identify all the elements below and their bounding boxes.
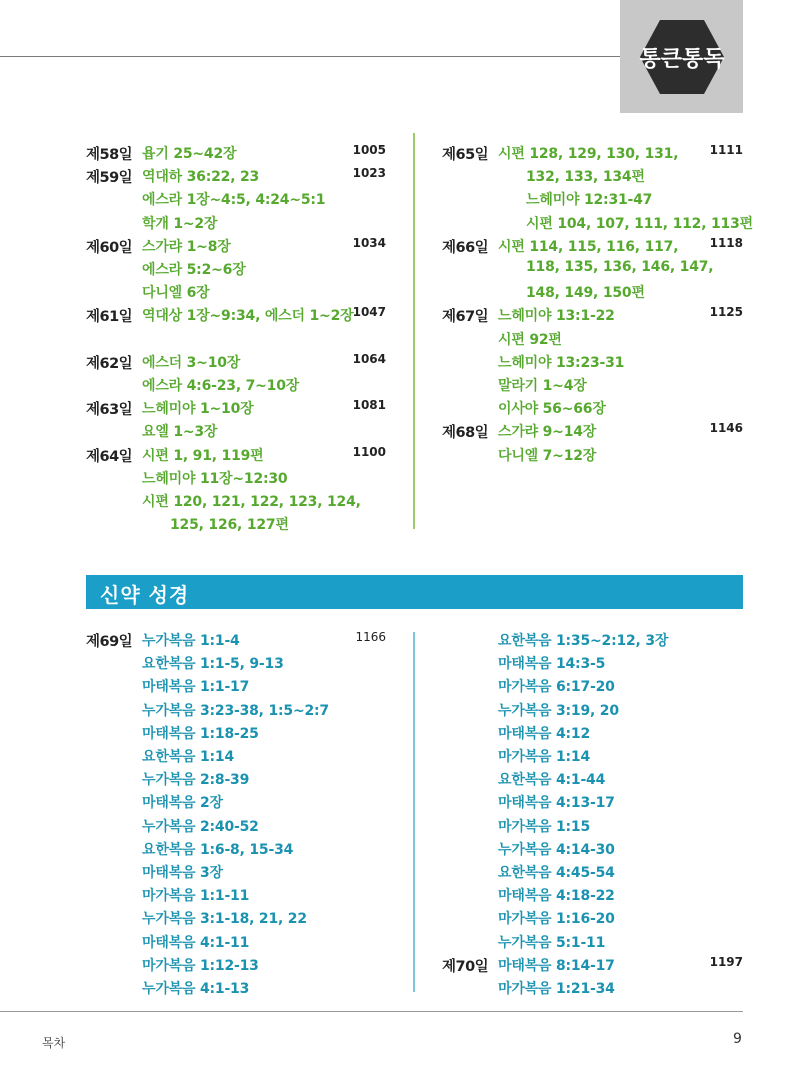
new-testament-left-column (86, 630, 386, 1000)
reading-text: 마태복음 3장 (142, 865, 223, 881)
logo-text: 통큰통독 (639, 47, 725, 72)
reading-text: 에스라 1장~4:5, 4:24~5:1 (142, 192, 326, 209)
day-label: 제61일 (86, 309, 133, 326)
reading-text: 에스더 3~10장 (142, 354, 241, 371)
reading-text: 요한복음 1:14 (142, 749, 234, 765)
reading-text: 시편 128, 129, 130, 131, (498, 146, 679, 162)
toc-entry (86, 352, 386, 398)
reading-text: 다니엘 7~12장 (498, 447, 597, 464)
reading-text: 시편 104, 107, 111, 112, 113편 (526, 215, 753, 232)
reading-text: 스가랴 1~8장 (142, 238, 231, 255)
reading-text: 에스라 4:6-23, 7~10장 (142, 377, 300, 394)
page-ref: 1111 (709, 143, 743, 157)
reading-text: 누가복음 4:1-13 (142, 981, 250, 997)
reading-text: 느헤미야 13:23-31 (498, 354, 625, 371)
reading-text: 시편 1, 91, 119편 (142, 447, 264, 464)
toc-entry (86, 143, 386, 166)
reading-text: 다니엘 6장 (142, 285, 210, 302)
day-label: 제62일 (86, 355, 133, 372)
new-testament-right-column (442, 630, 743, 1000)
reading-text: 마태복음 4:12 (498, 725, 590, 742)
page-ref: 1047 (352, 305, 386, 320)
day-label: 제65일 (442, 147, 489, 163)
page-ref: 1034 (352, 235, 386, 250)
reading-text: 말라기 1~4장 (498, 377, 587, 394)
reading-text: 마가복음 1:16-20 (498, 911, 615, 928)
reading-text: 마가복음 1:15 (498, 818, 590, 835)
reading-text: 마태복음 4:18-22 (498, 888, 615, 905)
toc-entry (442, 143, 753, 236)
reading-text: 마태복음 4:1-11 (142, 934, 250, 951)
logo-box (620, 0, 743, 113)
day-label: 제63일 (86, 402, 133, 419)
page-ref: 1023 (352, 166, 386, 181)
reading-text: 마가복음 6:17-20 (498, 679, 615, 696)
old-testament-left-column (86, 143, 386, 533)
reading-text: 느헤미야 11장~12:30 (142, 470, 288, 487)
reading-text: 마태복음 14:3-5 (498, 656, 606, 673)
page-ref: 1100 (352, 444, 386, 459)
reading-text: 스가랴 9~14장 (498, 424, 597, 441)
page-ref: 1197 (709, 954, 743, 969)
toc-entry (442, 305, 743, 421)
reading-text: 요한복음 4:1-44 (498, 772, 606, 789)
column-divider (413, 133, 415, 529)
reading-text: 누가복음 3:1-18, 21, 22 (142, 911, 307, 928)
reading-text: 마태복음 1:18-25 (142, 725, 259, 742)
reading-text: 누가복음 2:40-52 (142, 818, 259, 835)
reading-text: 역대상 1장~9:34, 에스더 1~2장 (142, 308, 354, 325)
old-testament-right-column (442, 143, 753, 473)
reading-text: 이사야 56~66장 (498, 401, 606, 418)
reading-text: 마가복음 1:12-13 (142, 957, 259, 974)
reading-text: 에스라 5:2~6장 (142, 261, 246, 278)
day-label: 제68일 (442, 425, 489, 442)
toc-entry (86, 630, 386, 1001)
hexagon-logo-icon (638, 18, 726, 96)
reading-text: 누가복음 3:23-38, 1:5~2:7 (142, 702, 329, 719)
day-label: 제58일 (86, 147, 133, 163)
day-label: 제70일 (442, 958, 489, 975)
reading-text: 요한복음 1:1-5, 9-13 (142, 656, 284, 673)
reading-text: 마태복음 1:1-17 (142, 679, 250, 696)
reading-text: 느헤미야 13:1-22 (498, 308, 615, 325)
toc-entry (442, 421, 743, 467)
reading-text: 누가복음 2:8-39 (142, 772, 250, 789)
reading-text: 요한복음 1:35~2:12, 3장 (498, 633, 669, 649)
reading-text: 마태복음 2장 (142, 795, 223, 812)
reading-text: 시편 92편 (498, 331, 562, 348)
reading-text: 느헤미야 1~10장 (142, 401, 254, 418)
footer-section-label: 목차 (42, 1036, 66, 1050)
page-number: 9 (733, 1031, 742, 1047)
page-ref: 1064 (352, 351, 386, 366)
toc-entry (86, 445, 386, 538)
reading-text: 시편 114, 115, 116, 117, (498, 238, 679, 255)
page-ref: 1166 (355, 630, 386, 644)
day-label: 제60일 (86, 239, 133, 256)
toc-entry (86, 236, 386, 306)
reading-text: 역대하 36:22, 23 (142, 169, 260, 186)
page-ref: 1125 (709, 305, 743, 320)
toc-entry (442, 955, 743, 1001)
page-ref: 1005 (352, 143, 386, 157)
reading-text: 요엘 1~3장 (142, 424, 218, 441)
reading-text: 누가복음 4:14-30 (498, 841, 615, 858)
top-rule (0, 56, 620, 57)
section-banner (86, 575, 743, 609)
page-ref: 1118 (709, 235, 743, 250)
day-label: 제69일 (86, 634, 133, 650)
reading-text: 시편 120, 121, 122, 123, 124, (142, 493, 361, 510)
section-title: 신약 성경 (100, 583, 190, 607)
toc-entry (86, 305, 386, 328)
reading-text: 욥기 25~42장 (142, 146, 237, 162)
toc-entry (86, 166, 386, 236)
reading-text: 요한복음 4:45-54 (498, 865, 615, 881)
column-divider (413, 632, 415, 992)
day-label: 제64일 (86, 448, 133, 465)
reading-text: 요한복음 1:6-8, 15-34 (142, 841, 294, 858)
reading-text: 학개 1~2장 (142, 215, 218, 232)
day-label: 제66일 (442, 239, 489, 256)
reading-text: 마태복음 8:14-17 (498, 957, 615, 974)
reading-text: 마가복음 1:14 (498, 749, 590, 765)
toc-entry (86, 398, 386, 444)
reading-text: 느헤미야 12:31-47 (526, 192, 653, 209)
toc-entry (442, 236, 743, 306)
bottom-rule (0, 1011, 743, 1012)
reading-text: 마가복음 1:21-34 (498, 980, 615, 997)
reading-text: 누가복음 1:1-4 (142, 633, 240, 649)
reading-text: 125, 126, 127편 (170, 517, 289, 534)
reading-text: 마태복음 4:13-17 (498, 795, 615, 812)
reading-text: 118, 135, 136, 146, 147, (526, 258, 714, 275)
reading-text: 148, 149, 150편 (526, 285, 645, 302)
reading-text: 누가복음 5:1-11 (498, 934, 606, 951)
reading-text: 누가복음 3:19, 20 (498, 702, 619, 719)
page-ref: 1146 (709, 421, 743, 436)
page-ref: 1081 (352, 398, 386, 413)
day-label: 제67일 (442, 309, 489, 326)
reading-text: 132, 133, 134편 (526, 169, 645, 186)
reading-text: 마가복음 1:1-11 (142, 888, 250, 905)
day-label: 제59일 (86, 170, 133, 187)
